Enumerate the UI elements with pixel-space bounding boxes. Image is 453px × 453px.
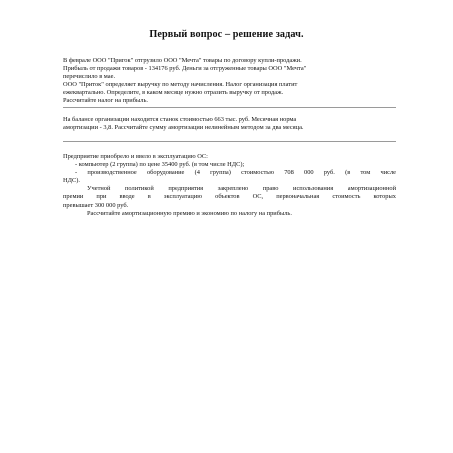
section-divider [63,141,396,142]
task-3-line: Рассчитайте амортизационную премию и экономию по налогу на прибыль. [87,209,292,217]
task-2-line: амортизации - 3,8. Рассчитайте сумму амортизации нелинейным методом за два месяца. [63,124,304,132]
task-3-line: Учетной политикой предприятия закреплено право использования амортизационной [87,185,396,193]
task-1-line: ежеквартально. Определите, в каком месяце нужно отразить выручку от продаж. [63,89,284,97]
task-3-text [63,153,396,218]
task-1-line: Рассчитайте налог на прибыль. [63,97,148,105]
task-1-line: перечислило в мае. [63,73,116,81]
task-1-text [63,57,396,106]
task-3-line: премии при вводе в эксплуатацию объектов ОС, первоначальная стоимость которых [63,193,396,201]
task-1-line: Прибыль от продажи товаров - 134176 руб. Деньги за отгруженные товары ООО "Мечта" [63,65,307,73]
task-3-line: - производственное оборудование (4 группа) стоимостью 708 000 руб. (в том числе [75,169,396,177]
task-3-line: - компьютер (2 группа) по цене 35400 руб. (в том числе НДС); [75,161,245,169]
task-2-line: На балансе организации находится станок стоимостью 663 тыс. руб. Месячная норма [63,116,297,123]
page-title: Первый вопрос – решение задач. [149,29,304,40]
task-3-line: Предприятие приобрело и ввело в эксплуатацию ОС: [63,153,208,160]
task-1-line: В феврале ООО "Пригок" отгрузило ООО "Мечта" товары по договору купли-продажи. [63,57,302,64]
section-divider [63,107,396,108]
task-3-line: НДС). [63,177,80,185]
task-2-text [63,116,396,132]
task-3-line: превышает 300 000 руб. [63,201,129,209]
task-1-line: ООО "Приток" определяет выручку по методу начисления. Налог организация платит [63,81,298,89]
